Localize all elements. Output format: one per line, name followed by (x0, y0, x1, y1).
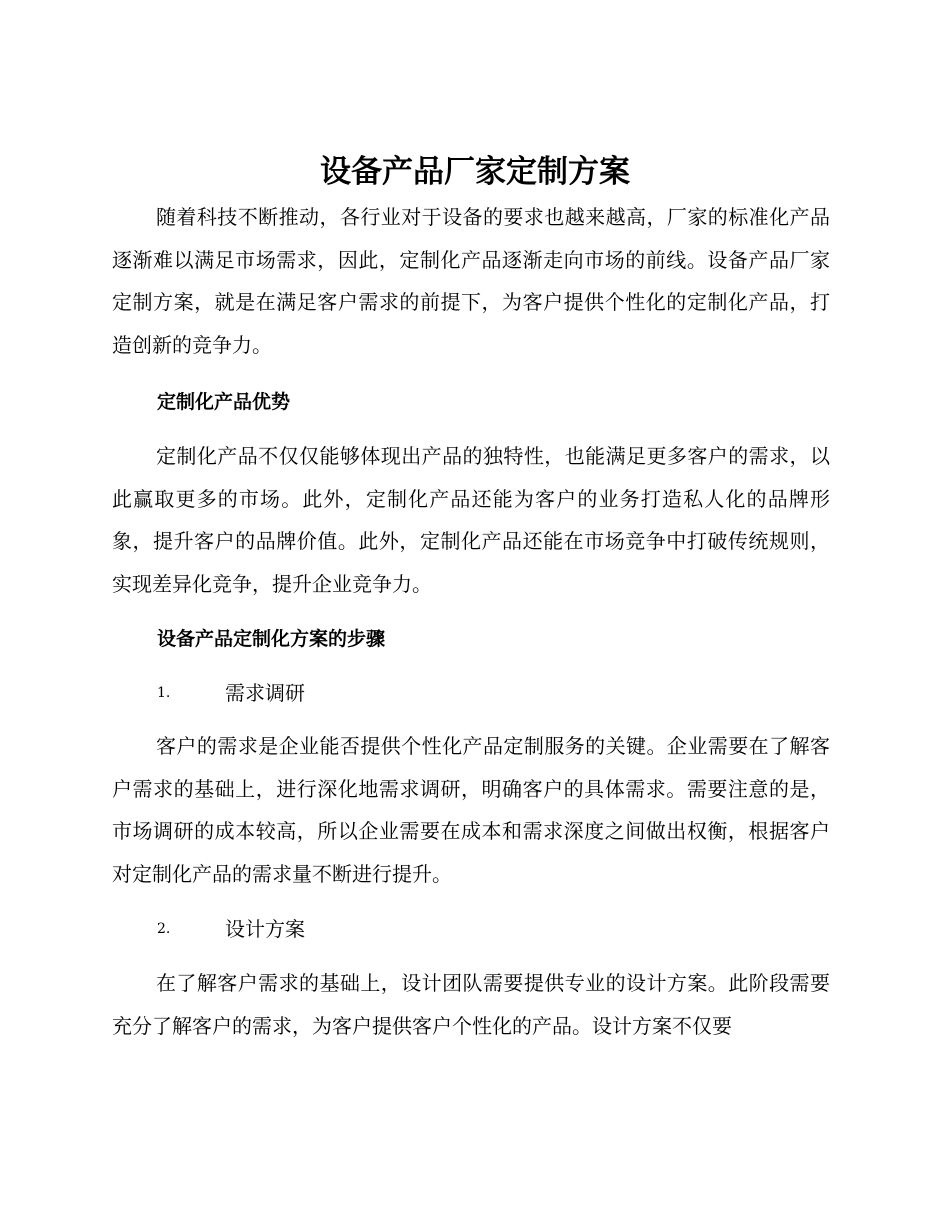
design-paragraph: 在了解客户需求的基础上，设计团队需要提供专业的设计方案。此阶段需要充分了解客户的需求，为客户提供客户个性化的产品。设计方案不仅要 (112, 971, 830, 1038)
step-number: 1. (157, 685, 171, 701)
step-number: 2. (157, 921, 171, 937)
step-label: 需求调研 (225, 681, 305, 705)
document-title: 设备产品厂家定制方案 (320, 154, 630, 190)
research-paragraph: 客户的需求是企业能否提供个性化产品定制服务的关键。企业需要在了解客户需求的基础上，进行深化地需求调研，明确客户的具体需求。需要注意的是，市场调研的成本较高，所以企业需要在成本和需求深度之间做出权衡，根据客户对定制化产品的需求量不断进行提升。 (112, 734, 830, 886)
advantages-paragraph: 定制化产品不仅仅能够体现出产品的独特性，也能满足更多客户的需求，以此赢取更多的市场。此外，定制化产品还能为客户的业务打造私人化的品牌形象，提升客户的品牌价值。此外，定制化产品还能在市场竞争中打破传统规则，实现差异化竞争，提升企业竞争力。 (112, 444, 830, 596)
step-label: 设计方案 (225, 917, 305, 941)
intro-paragraph: 随着科技不断推动，各行业对于设备的要求也越来越高，厂家的标准化产品逐渐难以满足市场需求，因此，定制化产品逐渐走向市场的前线。设备产品厂家定制方案，就是在满足客户需求的前提下，为客户提供个性化的定制化产品，打造创新的竞争力。 (112, 205, 830, 357)
section-heading-steps: 设备产品定制化方案的步骤 (157, 628, 386, 650)
section-heading-advantages: 定制化产品优势 (157, 391, 291, 413)
